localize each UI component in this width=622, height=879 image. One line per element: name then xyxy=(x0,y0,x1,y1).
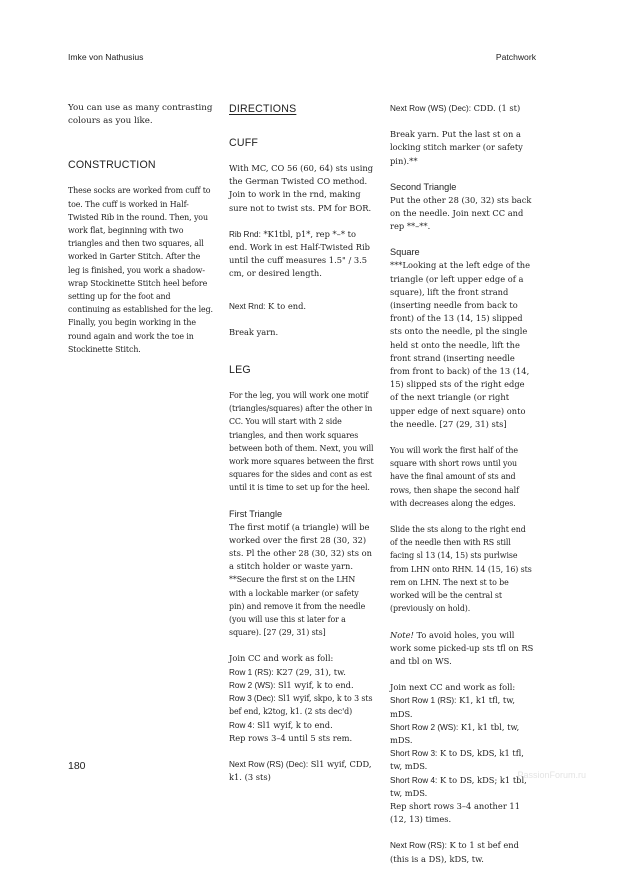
short-row-3-label: Short Row 3: xyxy=(390,749,438,759)
short-row-3-text: K to DS, kDS, k1 tfl, tw, mDS. xyxy=(390,748,524,772)
break-yarn-text: Break yarn. xyxy=(229,326,279,337)
next-row-rs-instruction xyxy=(229,758,374,784)
directions-heading: DIRECTIONS xyxy=(229,103,297,115)
short-row-2-instruction xyxy=(390,721,535,747)
square-heading: Square xyxy=(390,247,420,258)
join-cc-text: Join CC and work as foll: xyxy=(229,653,334,664)
row-1-label: Row 1 (RS): xyxy=(229,667,274,677)
next-row-ws-label: Next Row (WS) (Dec): xyxy=(390,104,471,113)
note-text: To avoid holes, you will work some picked-up sts tfl on RS and tbl on WS. xyxy=(390,629,534,666)
short-row-2-label: Short Row 2 (WS): xyxy=(390,722,459,732)
row-2-label: Row 2 (WS): xyxy=(229,680,276,690)
slide-stitches-paragraph: Slide the sts along to the right end of the needle then with RS still facing sl 13 (14, 15) sts purlwise from LHN onto RHN. 14 (15, 16) sts rem on LHN. The next st to be worked will be the central st (previously on hold). xyxy=(390,525,532,614)
next-row-rs-end-text: K to 1 st bef end (this is a DS), kDS, tw. xyxy=(390,840,519,864)
running-header-chapter: Patchwork xyxy=(495,52,536,62)
short-row-1-label: Short Row 1 (RS): xyxy=(390,696,457,706)
rib-round-instruction xyxy=(229,228,374,281)
second-triangle-heading: Second Triangle xyxy=(390,181,457,192)
next-row-rs-label: Next Row (RS) (Dec): xyxy=(229,759,309,769)
column-3 xyxy=(390,102,535,879)
row-1-instruction xyxy=(229,666,374,679)
row-4-label: Row 4: xyxy=(229,720,255,730)
first-half-paragraph: You will work the first half of the square with short rows until you have the final amount of sts and rows, then shape the second half with decreases along the edges. xyxy=(390,446,519,508)
row-2-instruction xyxy=(229,679,374,692)
row-3-instruction xyxy=(229,692,374,718)
next-row-rs-end-instruction xyxy=(390,839,535,865)
row-1-text: K27 (29, 31), tw. xyxy=(273,666,346,677)
rib-round-text: *K1tbl, p1*, rep *–* to end. Work in est Half-Twisted Rib until the cuff measures 1.5" / 3.5 cm, or desired length. xyxy=(229,228,370,279)
rib-round-label: Rib Rnd: xyxy=(229,229,261,239)
row-4-text: Sl1 wyif, k to end. xyxy=(254,719,333,730)
short-row-1-instruction xyxy=(390,694,535,720)
repeat-short-rows-text: Rep short rows 3–4 another 11 (12, 13) times. xyxy=(390,800,520,825)
leg-paragraph: For the leg, you will work one motif (triangles/squares) after the other in CC. You will start with 2 side triangles, and then work squares between both of them. Next, you will work more squares between the first squares for the sides and cont as est until it is time to set up for the heel. xyxy=(229,391,374,493)
next-row-rs-end-label: Next Row (RS): xyxy=(390,841,447,851)
short-row-3-instruction xyxy=(390,747,535,773)
note-paragraph xyxy=(390,629,535,669)
column-2 xyxy=(229,102,374,797)
next-row-rs-text: Sl1 wyif, CDD, k1. (3 sts) xyxy=(229,758,372,783)
construction-heading: CONSTRUCTION xyxy=(68,159,156,172)
next-round-instruction xyxy=(229,300,374,313)
next-round-text: K to end. xyxy=(265,300,307,311)
intro-paragraph: You can use as many contrasting colours as you like. xyxy=(68,103,213,127)
next-row-ws-text: CDD. (1 st) xyxy=(470,103,521,113)
short-row-4-instruction xyxy=(390,774,535,800)
cuff-paragraph: With MC, CO 56 (60, 64) sts using the German Twisted CO method. Join to work in the rnd, making sure not to twist sts. PM for BOR. xyxy=(229,163,374,213)
cuff-heading: CUFF xyxy=(229,137,259,149)
first-triangle-heading: First Triangle xyxy=(229,508,283,519)
row-4-instruction xyxy=(229,719,374,732)
short-row-4-text: K to DS, kDS; k1 tbl, tw, mDS. xyxy=(390,774,527,798)
first-triangle-paragraph: The first motif (a triangle) will be worked over the first 28 (30, 32) sts. Pl the other 28 (30, 32) sts on a stitch holder or waste yarn. xyxy=(229,521,372,572)
short-row-2-text: K1, k1 tbl, tw, mDS. xyxy=(390,721,520,745)
secure-stitch-paragraph: **Secure the first st on the LHN with a lockable marker (or safety pin) and remove it from the needle (you will use this st later for a square). [27 (29, 31) sts] xyxy=(229,575,366,638)
column-1 xyxy=(68,102,213,369)
next-round-label: Next Rnd: xyxy=(229,301,266,311)
second-triangle-paragraph: Put the other 28 (30, 32) sts back on the needle. Join next CC and rep **–**. xyxy=(390,194,532,232)
construction-paragraph: These socks are worked from cuff to toe. The cuff is worked in Half-Twisted Rib in the round. Then, you work flat, beginning with two triangles and then two squares, all worked in Garter Stitch. After the leg is finished, you work a shadow-wrap Stockinette Stitch heel before setting up for the foot and continuing as established for the leg. Finally, you begin working in the round again and work the toe in Stockinette Stitch. xyxy=(68,186,213,354)
repeat-rows-text: Rep rows 3–4 until 5 sts rem. xyxy=(229,732,353,743)
join-next-cc-text: Join next CC and work as foll: xyxy=(390,682,516,693)
note-label: Note! xyxy=(390,629,414,640)
watermark: PassionForum.ru xyxy=(517,770,586,780)
square-paragraph: ***Looking at the left edge of the triangle (or left upper edge of a square), lift the front strand (inserting needle from back to front) of the 13 (14, 15) slipped sts onto the needle, pl the single held st onto the needle, lift the front strand (inserting needle from front to back) of the 13 (14, 15) slipped sts of the right edge of the next triangle (or right upper edge of next square) onto the needle. [27 (29, 31) sts] xyxy=(390,260,531,429)
short-row-1-text: K1, k1 tfl, tw, mDS. xyxy=(390,695,516,719)
break-yarn-marker-text: Break yarn. Put the last st on a locking stitch marker (or safety pin).** xyxy=(390,129,523,166)
short-row-4-label: Short Row 4: xyxy=(390,775,438,785)
leg-heading: LEG xyxy=(229,364,251,377)
row-3-text: Sl1 wyif, skpo, k to 3 sts bef end, k2tog, k1. (2 sts dec'd) xyxy=(229,694,373,717)
row-3-label: Row 3 (Dec): xyxy=(229,694,276,704)
next-row-ws-instruction xyxy=(390,102,535,115)
running-header-author: Imke von Nathusius xyxy=(68,52,144,62)
page-number: 180 xyxy=(68,760,86,772)
row-2-text: Sl1 wyif, k to end. xyxy=(275,679,354,690)
